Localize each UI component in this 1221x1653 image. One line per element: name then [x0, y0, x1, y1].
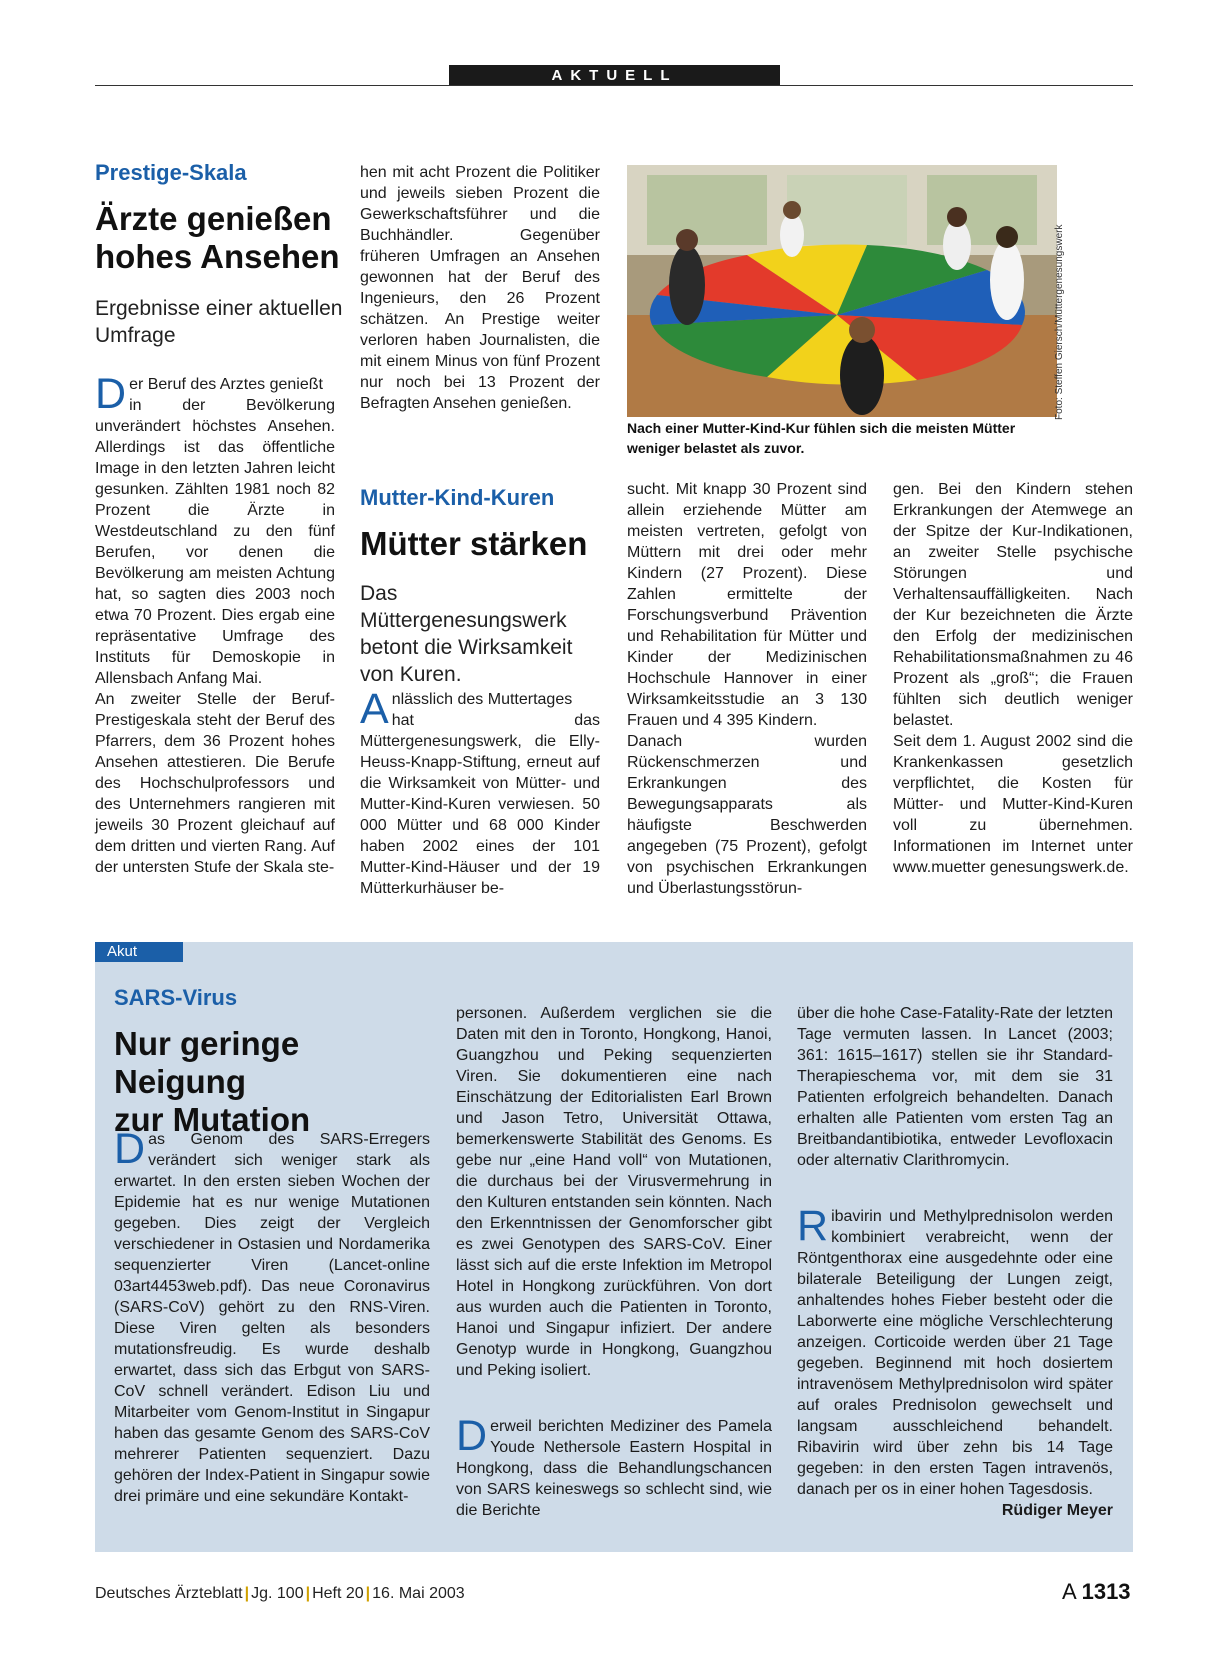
article3-col3 [797, 982, 1113, 1521]
article3-col2b-text: erweil berichten Mediziner des Pamela Youde Nethersole Eastern Hospital in Hongkong, dass die Behandlungschancen von SARS keineswegs so schlecht sind, wie die Berichte [456, 1418, 772, 1519]
article1-col1 [95, 370, 335, 878]
article3-col2b [456, 1412, 772, 1521]
article3-kicker: SARS-Virus [114, 985, 238, 1010]
article2-kicker: Mutter-Kind-Kuren [360, 485, 555, 510]
article3-headline-line1: Nur geringe Neigung [114, 1025, 300, 1100]
article1-col1-text: er Beruf des Arztes genießt in der Bevölkerung unverändert höchstes Ansehen. Allerdings ist das öffentliche Image in den letzten Jahren leicht gesunken. Zählten 1981 noch 82 Prozent die Ärzte in Westdeutschland zu den fünf Berufen, vor denen die Bevölkerung am meisten Achtung hat, so sagten dies 2003 noch etwa 70 Prozent. Dies ergab eine repräsentative Umfrage des Instituts für Demoskopie in Allensbach Anfang Mai. An zweiter Stelle der Beruf-Prestigeskala steht der Beruf des Pfarrers, dem 36 Prozent hohes Ansehen attestieren. Die Berufe des Hochschulprofessors und des Unternehmers rangieren mit jeweils 30 Prozent gleichauf auf dem dritten und vierten Rang. Auf der untersten Stufe der Skala ste- [95, 376, 335, 876]
page-number [1062, 1579, 1131, 1605]
article2-col2 [360, 685, 600, 899]
article2-col4: gen. Bei den Kindern stehen Erkrankungen der Atemwege an der Spitze der Kur-Indikationen, an zweiter Stelle psychische Störungen und Verhaltensauffälligkeiten. Nach der Kur bezeichneten die Ärzte den Erfolg der medizinischen Rehabilitationsmaßnahmen zu 46 Prozent als „groß“; die Frauen fühlten sich deutlich weniger belastet. Seit dem 1. August 2002 sind die Krankenkassen gesetzlich verpflichtet, die Kosten für Mütter- und Mutter-Kind-Kuren voll zu übernehmen. Informationen im Internet unter www.muetter genesungswerk.de. [893, 481, 1133, 876]
page-prefix: A [1062, 1579, 1076, 1604]
dropcap: A [360, 685, 389, 733]
footer-separator: | [305, 1585, 311, 1602]
article3-col3b [797, 1202, 1113, 1519]
article3-col2a: personen. Außerdem verglichen sie die Daten mit den in Toronto, Hongkong, Hanoi, Guangzhou und Peking sequenzierten Viren. Sie dokumentieren eine nach Einschätzung der Editorialisten Earl Brown und Jason Tetro, Universität Ottawa, bemerkenswerte Stabilität des Genoms. Es gebe nur „eine Hand voll“ von Mutationen, die durchaus bei der Virusvermehrung in den Kulturen entstanden sein könnten. Nach den Erkenntnissen der Genomforscher gibt es zwei Genotypen des SARS-CoV. Einer lässt sich auf die erste Infektion im Metropol Hotel in Hongkong zurückführen. Von dort aus wurden auch die Patienten in Toronto, Hanoi und Singapur infiziert. Der andere Genotyp wurde in Hongkong, Guangzhou und Peking isoliert. [456, 1005, 772, 1379]
article1-headline [95, 200, 355, 276]
photo-caption: Nach einer Mutter-Kind-Kur fühlen sich die meisten Mütter weniger belastet als zuvor. [627, 420, 1016, 456]
footer-separator: | [244, 1585, 250, 1602]
footer-issue: Heft 20 [312, 1585, 364, 1602]
article1-headline-line1: Ärzte genießen [95, 200, 332, 237]
dropcap: R [797, 1202, 829, 1250]
author-signature: Rüdiger Meyer [1001, 1502, 1113, 1519]
photo-illustration [627, 165, 1057, 417]
dropcap: D [114, 1125, 146, 1173]
photo-parachute-play [627, 165, 1057, 417]
footer-journal: Deutsches Ärzteblatt [95, 1585, 243, 1602]
article3-col1-text: as Genom des SARS-Erregers verändert sich weniger stark als erwartet. In den ersten sieben Wochen der Epidemie hat es nur wenige Mutationen gegeben. Dies zeigt der Vergleich verschiedener in Ostasien und Nordamerika sequenzierter Viren (Lancet-online 03art4453web.pdf). Das neue Coronavirus (SARS-CoV) gehört zu den RNS-Viren. Diese Viren gelten als besonders mutationsfreudig. Es wurde deshalb erwartet, dass sich das Erbgut von SARS-CoV schnell verändert. Edison Liu und Mitarbeiter vom Genom-Institut in Singapur haben das gesamte Genom des SARS-CoV mehrerer Patienten sequenziert. Dazu gehören der Index-Patient in Singapur sowie drei primäre und eine sekundäre Kontakt- [114, 1131, 430, 1505]
article2-headline: Mütter stärken [360, 525, 588, 562]
dropcap: D [456, 1412, 488, 1460]
footer-separator: | [365, 1585, 371, 1602]
top-rule [95, 85, 1133, 86]
photo-credit: Foto: Steffen Giersch/Müttergenesungswerk [1054, 224, 1065, 420]
footer-date: 16. Mai 2003 [372, 1585, 465, 1602]
article2-col3: sucht. Mit knapp 30 Prozent sind allein erziehende Mütter am meisten vertreten, gefolgt von Müttern mit drei oder mehr Kindern (27 Prozent). Diese Zahlen ermittelte der Forschungsverbund Prävention und Rehabilitation für Mütter und Kinder der Medizinischen Hochschule Hannover in einer Wirksamkeitsstudie an 3 130 Frauen und 4 395 Kindern. Danach wurden Rückenschmerzen und Erkrankungen des Bewegungsapparats als häufigste Beschwerden angegeben (75 Prozent), gefolgt von psychischen Erkrankungen und Überlastungsstörun- [627, 481, 867, 897]
article1-kicker: Prestige-Skala [95, 160, 247, 185]
section-tag: AKTUELL [449, 65, 780, 86]
article3-col3a: über die hohe Case-Fatality-Rate der letzten Tage vermuten lassen. In Lancet (2003; 361: 1615–1617) stellen sie ihr Standard-Therapieschema vor, mit dem sie 31 Patienten erfolgreich behandelten. Danach erhalten alle Patienten vom ersten Tag an Breitbandantibiotika, entweder Levofloxacin oder alternativ Clarithromycin. [797, 1005, 1113, 1169]
article3-headline [114, 1025, 434, 1139]
footer-volume: Jg. 100 [251, 1585, 304, 1602]
article2-col2-text: nlässlich des Muttertages hat das Müttergenesungswerk, die Elly-Heuss-Knapp-Stiftung, erneut auf die Wirksamkeit von Mütter- und Mutter-Kind-Kuren verwiesen. 50 000 Mütter und 68 000 Kinder haben 2002 eines der 101 Mutter-Kind-Häuser und der 19 Mütterkurhäuser be- [360, 691, 600, 897]
article2-deck: Das Müttergenesungswerk betont die Wirksamkeit von Kuren. [360, 582, 573, 686]
footer-citation [95, 1585, 465, 1603]
article1-headline-line2: hohes Ansehen [95, 238, 340, 275]
article3-headline-line2: zur Mutation [114, 1101, 311, 1138]
akut-label: Akut [95, 942, 183, 962]
article3-col3b-text: ibavirin und Methylprednisolon werden kombiniert verabreicht, wenn der Röntgenthorax eine ausgedehnte oder eine bilaterale Beteiligung der Lungen zeigt, anhaltendes hohes Fieber besteht oder die Laborwerte eine mögliche Verschlechterung anzeigen. Corticoide werden über 21 Tage gegeben. Beginnend mit hoch dosiertem intravenösem Methylprednisolon wird später auf orales Prednisolon gewechselt und langsam ausschleichend behandelt. Ribavirin wird über zehn bis 14 Tage gegeben: in den ersten Tagen intravenös, danach per os in einer hohen Tagesdosis. [797, 1208, 1113, 1498]
page-number-value: 1313 [1081, 1579, 1131, 1604]
article3-col2 [456, 982, 772, 1542]
article1-col2: hen mit acht Prozent die Politiker und jeweils sieben Prozent die Gewerkschaftsführer und die Buchhändler. Gegenüber früheren Umfragen an Ansehen gewonnen hat der Beruf des Ingenieurs, den 26 Prozent schätzen. An Prestige weiter verloren haben Journalisten, die mit einem Minus von fünf Prozent nur noch bei 13 Prozent der Befragten Ansehen genießen. [360, 164, 600, 412]
article1-deck: Ergebnisse einer aktuellen Umfrage [95, 297, 343, 347]
article3-col1 [114, 1125, 430, 1507]
dropcap: D [95, 370, 127, 418]
